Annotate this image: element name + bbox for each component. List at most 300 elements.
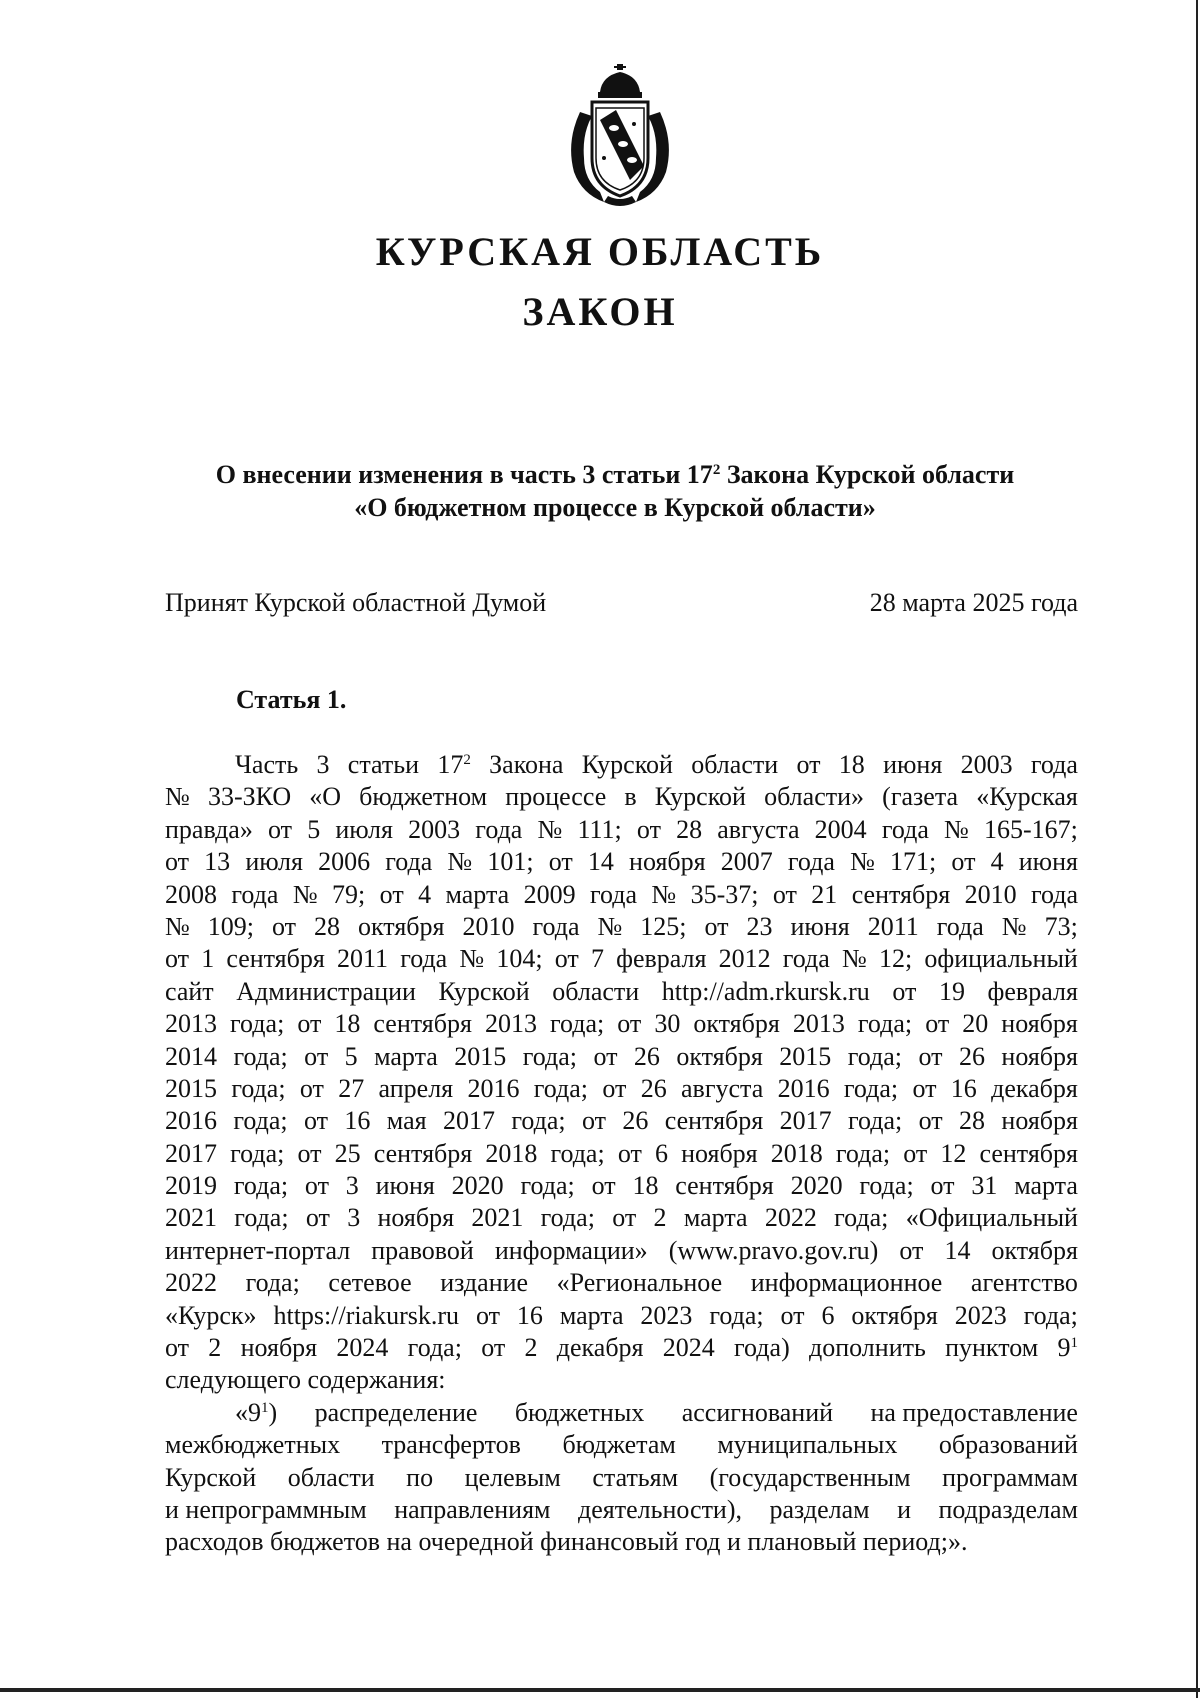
word: года;	[550, 1138, 605, 1168]
word: деятельности),	[578, 1494, 742, 1524]
word: августа	[681, 1073, 764, 1103]
word: по	[406, 1462, 434, 1492]
word: 6	[654, 1138, 668, 1168]
word: 30	[654, 1009, 681, 1039]
word: программам	[942, 1462, 1078, 1492]
word: 3	[316, 750, 330, 779]
word: июля	[335, 814, 393, 844]
word: 171;	[890, 847, 937, 877]
word: 165-167;	[984, 814, 1078, 844]
word: пунктом	[945, 1333, 1039, 1363]
text-line	[165, 1429, 1078, 1461]
word: информации»	[494, 1235, 648, 1265]
word: года	[532, 911, 580, 941]
word: «Курск»	[165, 1300, 257, 1330]
word: сентября	[675, 1171, 774, 1201]
word: года	[881, 814, 929, 844]
word: области	[552, 976, 640, 1006]
word: 2013	[484, 1009, 537, 1039]
word: года;	[835, 1138, 891, 1168]
word: от	[165, 847, 190, 877]
word: 2020	[451, 1171, 504, 1201]
text-line	[165, 1300, 1078, 1332]
word: года;	[540, 1203, 595, 1233]
word: 2017	[442, 1106, 495, 1136]
word: 2017	[779, 1106, 832, 1136]
word: 2020	[790, 1171, 843, 1201]
word: года	[385, 847, 433, 877]
word: от	[305, 1203, 330, 1233]
word: 111;	[577, 814, 622, 844]
word: сентября	[226, 944, 325, 974]
word: года;	[520, 1171, 575, 1201]
text-line	[165, 814, 1078, 846]
word: «$9^1$)	[235, 1397, 278, 1427]
word: года;	[522, 1041, 577, 1071]
word: 2006	[318, 847, 371, 877]
text-line-last: расходов бюджетов на очередной финансовый год и плановый период;».	[165, 1527, 968, 1557]
word: марта	[683, 1203, 748, 1233]
word: 2022	[764, 1203, 817, 1233]
word: 26	[633, 1041, 660, 1071]
text-line	[165, 1170, 1078, 1202]
word: 26	[640, 1073, 667, 1103]
word: года;	[1023, 1300, 1078, 1330]
word: от	[903, 1138, 928, 1168]
word: (www.pravo.gov.ru)	[668, 1235, 879, 1265]
word: 2003	[408, 814, 461, 844]
word: 2009	[523, 879, 576, 909]
word: бюджетных	[514, 1397, 645, 1427]
word: 2	[208, 1333, 222, 1363]
word: 2007	[720, 847, 773, 877]
word: 28	[314, 911, 341, 941]
text-line	[165, 749, 1078, 781]
word: 28	[959, 1106, 986, 1136]
word: в	[624, 782, 637, 812]
word: марта	[374, 1041, 438, 1071]
word: 2013	[792, 1009, 845, 1039]
word: от	[918, 1106, 943, 1136]
text-line	[165, 976, 1078, 1008]
word: бюджетам	[562, 1430, 676, 1460]
word: октября	[676, 1041, 763, 1071]
text-line	[165, 1267, 1078, 1299]
word: от	[951, 847, 976, 877]
word: сайт	[165, 976, 214, 1006]
word: февраля	[987, 976, 1078, 1006]
text-line	[165, 1073, 1078, 1105]
word: 2018	[485, 1138, 538, 1168]
word: от	[899, 1235, 924, 1265]
word: 2	[653, 1203, 667, 1233]
word: 2015	[454, 1041, 507, 1071]
word: области	[691, 750, 779, 779]
word: процессе	[505, 782, 607, 812]
word: области	[287, 1462, 375, 1492]
word: от	[548, 847, 573, 877]
word: октября	[851, 1300, 938, 1330]
word: года;	[230, 1138, 285, 1168]
text-line	[165, 1105, 1078, 1137]
paragraph-1	[165, 749, 1078, 1397]
word: 12;	[878, 944, 913, 974]
word: от	[925, 1009, 950, 1039]
word: от	[918, 1041, 943, 1071]
word: 31	[971, 1171, 998, 1201]
word: 2014	[165, 1041, 217, 1071]
word: https://riakursk.ru	[273, 1300, 460, 1330]
word: №	[165, 782, 190, 812]
text-line	[165, 879, 1078, 911]
word: 2021	[471, 1203, 524, 1233]
word: 73;	[1044, 911, 1078, 941]
word: 23	[746, 911, 773, 941]
word: года;	[857, 1009, 913, 1039]
word: 2013	[165, 1009, 217, 1039]
word: 2023	[954, 1300, 1007, 1330]
word: сентября	[851, 879, 951, 909]
word: 26	[622, 1106, 649, 1136]
word: целевым	[464, 1462, 561, 1492]
word: 101;	[487, 847, 534, 877]
word: года;	[231, 1073, 286, 1103]
word: от	[593, 1041, 618, 1071]
word: июля	[245, 847, 303, 877]
word: 2021	[165, 1203, 217, 1233]
word: ноября	[1001, 1009, 1078, 1039]
word: от	[892, 976, 917, 1006]
word: 13	[204, 847, 231, 877]
word: 2015	[165, 1073, 217, 1103]
word: от	[796, 750, 821, 779]
word: 16	[516, 1300, 543, 1330]
word: ноября	[629, 847, 706, 877]
word: от	[304, 1106, 329, 1136]
word: 2024	[662, 1333, 715, 1363]
word: распределение	[314, 1397, 478, 1427]
word: 2004	[814, 814, 867, 844]
text-line	[165, 1041, 1078, 1073]
text-line	[165, 911, 1078, 943]
word: 21	[811, 879, 838, 909]
word: 2016	[467, 1073, 520, 1103]
word: года	[589, 879, 637, 909]
word: 3	[345, 1171, 359, 1201]
word: года;	[847, 1041, 903, 1071]
word: №	[651, 879, 677, 909]
word: 20	[962, 1009, 989, 1039]
word: ноября	[681, 1138, 758, 1168]
text-line	[165, 1138, 1078, 1170]
word: 16	[950, 1073, 977, 1103]
word: ноября	[240, 1333, 318, 1363]
word: бюджетном	[359, 782, 488, 812]
word: трансфертов	[381, 1430, 521, 1460]
word: от	[704, 911, 729, 941]
word: 104;	[496, 944, 543, 974]
word: от	[912, 1073, 937, 1103]
word: 35-37;	[690, 879, 759, 909]
word: №	[944, 814, 969, 844]
word: от	[554, 944, 579, 974]
word: ноября	[377, 1203, 455, 1233]
adoption-date: 28 марта 2025 года	[869, 588, 1078, 617]
word: октября	[358, 911, 445, 941]
word: декабря	[991, 1073, 1078, 1103]
word: декабря	[556, 1333, 644, 1363]
word: 2011	[867, 911, 919, 941]
word: сентября	[373, 1138, 473, 1168]
word: от	[475, 1300, 500, 1330]
word: от	[930, 1171, 955, 1201]
word: года;	[843, 1073, 899, 1103]
word: года;	[533, 1073, 589, 1103]
text-line	[165, 846, 1078, 878]
word: №	[447, 847, 473, 877]
word: $17^2$	[437, 750, 471, 779]
text-line	[165, 943, 1078, 975]
word: года;	[234, 1203, 289, 1233]
law-title	[150, 458, 1080, 524]
article-body	[165, 749, 1078, 1559]
word: статьи	[347, 750, 420, 779]
word: правовой	[371, 1235, 474, 1265]
law-title-line-2: «О бюджетном процессе в Курской области»	[354, 493, 876, 522]
word: года;	[847, 1106, 903, 1136]
word: от	[617, 1009, 642, 1039]
word: статьям	[592, 1462, 679, 1492]
word: 2008	[165, 879, 217, 909]
word: от	[581, 1106, 606, 1136]
word: 109;	[207, 911, 255, 941]
word: марта	[1014, 1171, 1078, 1201]
word: разделам	[769, 1494, 870, 1524]
word: официальный	[924, 944, 1078, 974]
word: и непрограммным	[165, 1494, 367, 1524]
word: №	[850, 847, 875, 877]
word: 2010	[462, 911, 515, 941]
word: агентство	[970, 1268, 1078, 1298]
word: 2010	[964, 879, 1017, 909]
word: 2024	[336, 1333, 389, 1363]
word: ноября	[1001, 1041, 1078, 1071]
word: от	[304, 1171, 329, 1201]
word: 14	[587, 847, 614, 877]
word: 12	[940, 1138, 967, 1168]
text-line	[165, 1332, 1078, 1364]
word: марта	[559, 1300, 624, 1330]
word: №	[1001, 911, 1027, 941]
word: года;	[859, 1171, 914, 1201]
word: 5	[344, 1041, 358, 1071]
word: года	[231, 879, 279, 909]
word: и	[897, 1494, 911, 1524]
word: 2019	[165, 1171, 217, 1201]
word: 4	[418, 879, 432, 909]
word: информационное	[750, 1268, 943, 1298]
word: года;	[245, 1268, 300, 1298]
word: №	[537, 814, 563, 844]
word: от	[772, 879, 797, 909]
text-line	[165, 781, 1078, 813]
word: от	[297, 1138, 322, 1168]
word: от	[304, 1041, 329, 1071]
word: сетевое	[328, 1268, 412, 1298]
text-line	[165, 1494, 1078, 1526]
word: 2018	[770, 1138, 823, 1168]
word: года;	[407, 1333, 462, 1363]
word: года	[475, 814, 523, 844]
word: от	[299, 1073, 324, 1103]
kursk-coat-of-arms-icon	[560, 62, 680, 212]
word: от	[165, 944, 190, 974]
word: (газета	[882, 782, 959, 812]
word: №	[841, 944, 867, 974]
word: года	[936, 911, 984, 941]
word: образований	[938, 1430, 1078, 1460]
word: №	[459, 944, 485, 974]
adopted-by: Принят Курской областной Думой	[165, 588, 547, 617]
word: $9^1$	[1057, 1333, 1078, 1363]
word: года	[782, 944, 830, 974]
word: года;	[233, 1041, 288, 1071]
text-line	[165, 1397, 1078, 1429]
word: Курской	[654, 782, 746, 812]
word: муниципальных	[717, 1430, 898, 1460]
word: 18	[838, 750, 865, 779]
word: Закона	[489, 750, 564, 779]
word: Курской	[581, 750, 673, 779]
word: от	[268, 814, 293, 844]
word: 27	[338, 1073, 365, 1103]
word: марта	[445, 879, 510, 909]
word: 2022	[165, 1268, 217, 1298]
document-type-title: ЗАКОН	[522, 289, 678, 334]
word: года;	[511, 1106, 566, 1136]
word: Курской	[438, 976, 530, 1006]
text-line	[165, 1462, 1078, 1494]
word: октября	[991, 1235, 1078, 1265]
word: издание	[440, 1268, 529, 1298]
word: 18	[334, 1009, 361, 1039]
word: 125;	[640, 911, 687, 941]
word: 33-ЗКО	[207, 782, 292, 812]
word: от	[612, 1203, 637, 1233]
word: 6	[821, 1300, 835, 1330]
word: «О	[309, 782, 342, 812]
word: интернет-портал	[165, 1235, 351, 1265]
word: подразделам	[938, 1494, 1078, 1524]
word: (государственным	[709, 1462, 911, 1492]
word: апреля	[378, 1073, 454, 1103]
word: №	[292, 879, 318, 909]
text-line	[165, 1008, 1078, 1040]
word: года;	[230, 1009, 285, 1039]
word: от	[636, 814, 661, 844]
word: от	[617, 1138, 642, 1168]
word: 2016	[777, 1073, 830, 1103]
word: области»	[764, 782, 865, 812]
word: октября	[693, 1009, 780, 1039]
word: сентября	[373, 1009, 472, 1039]
law-title-line-1: О внесении изменения в часть 3 статьи $17^2$ Закона Курской области	[215, 460, 1015, 489]
word: мая	[386, 1106, 427, 1136]
word: сентября	[979, 1138, 1078, 1168]
word: 2003	[960, 750, 1013, 779]
text-line	[165, 1202, 1078, 1234]
word: года	[1030, 879, 1078, 909]
word: «Официальный	[905, 1203, 1078, 1233]
word: года;	[233, 1106, 288, 1136]
word: года;	[233, 1171, 289, 1201]
word: 25	[334, 1138, 361, 1168]
word: от	[272, 911, 297, 941]
word: февраля	[616, 944, 707, 974]
word: 5	[307, 814, 321, 844]
word: правда»	[165, 814, 253, 844]
word: на предоставление	[870, 1397, 1078, 1427]
text-line	[165, 1235, 1078, 1267]
word: №	[165, 911, 190, 941]
word: от	[297, 1009, 322, 1039]
word: 2016	[165, 1106, 217, 1136]
article-heading: Статья 1.	[236, 685, 347, 714]
word: от	[591, 1171, 616, 1201]
word: от	[481, 1333, 506, 1363]
word: Часть	[235, 750, 299, 779]
word: года	[1030, 750, 1078, 779]
word: от	[780, 1300, 805, 1330]
word: 3	[347, 1203, 361, 1233]
word: сентября	[664, 1106, 764, 1136]
word: направлениям	[394, 1494, 551, 1524]
word: Администрации	[236, 976, 416, 1006]
region-title: КУРСКАЯ ОБЛАСТЬ	[375, 229, 825, 274]
word: 2012	[718, 944, 771, 974]
word: Курской	[165, 1462, 257, 1492]
word: года)	[734, 1333, 790, 1363]
word: 2023	[640, 1300, 693, 1330]
word: августа	[717, 814, 800, 844]
word: года;	[834, 1203, 889, 1233]
word: «Региональное	[556, 1268, 723, 1298]
word: http://adm.rkursk.ru	[661, 976, 870, 1006]
word: 2011	[336, 944, 389, 974]
word: июня	[1018, 847, 1078, 877]
word: года	[400, 944, 448, 974]
word: 28	[676, 814, 703, 844]
word: 18	[632, 1171, 659, 1201]
word: 7	[590, 944, 604, 974]
word: от	[165, 1333, 190, 1363]
word: ассигнований	[681, 1397, 834, 1427]
word: 2017	[165, 1138, 217, 1168]
scan-edge-bottom	[0, 1688, 1200, 1692]
word: 2015	[779, 1041, 832, 1071]
word: года;	[709, 1300, 764, 1330]
word: ноября	[1001, 1106, 1078, 1136]
word: межбюджетных	[165, 1430, 341, 1460]
word: 79;	[332, 879, 366, 909]
word: года	[787, 847, 835, 877]
word: июня	[790, 911, 850, 941]
word: года;	[549, 1009, 605, 1039]
word: «Курская	[976, 782, 1078, 812]
text-line-last: следующего содержания:	[165, 1365, 446, 1395]
word: дополнить	[809, 1333, 926, 1363]
word: 1	[201, 944, 215, 974]
